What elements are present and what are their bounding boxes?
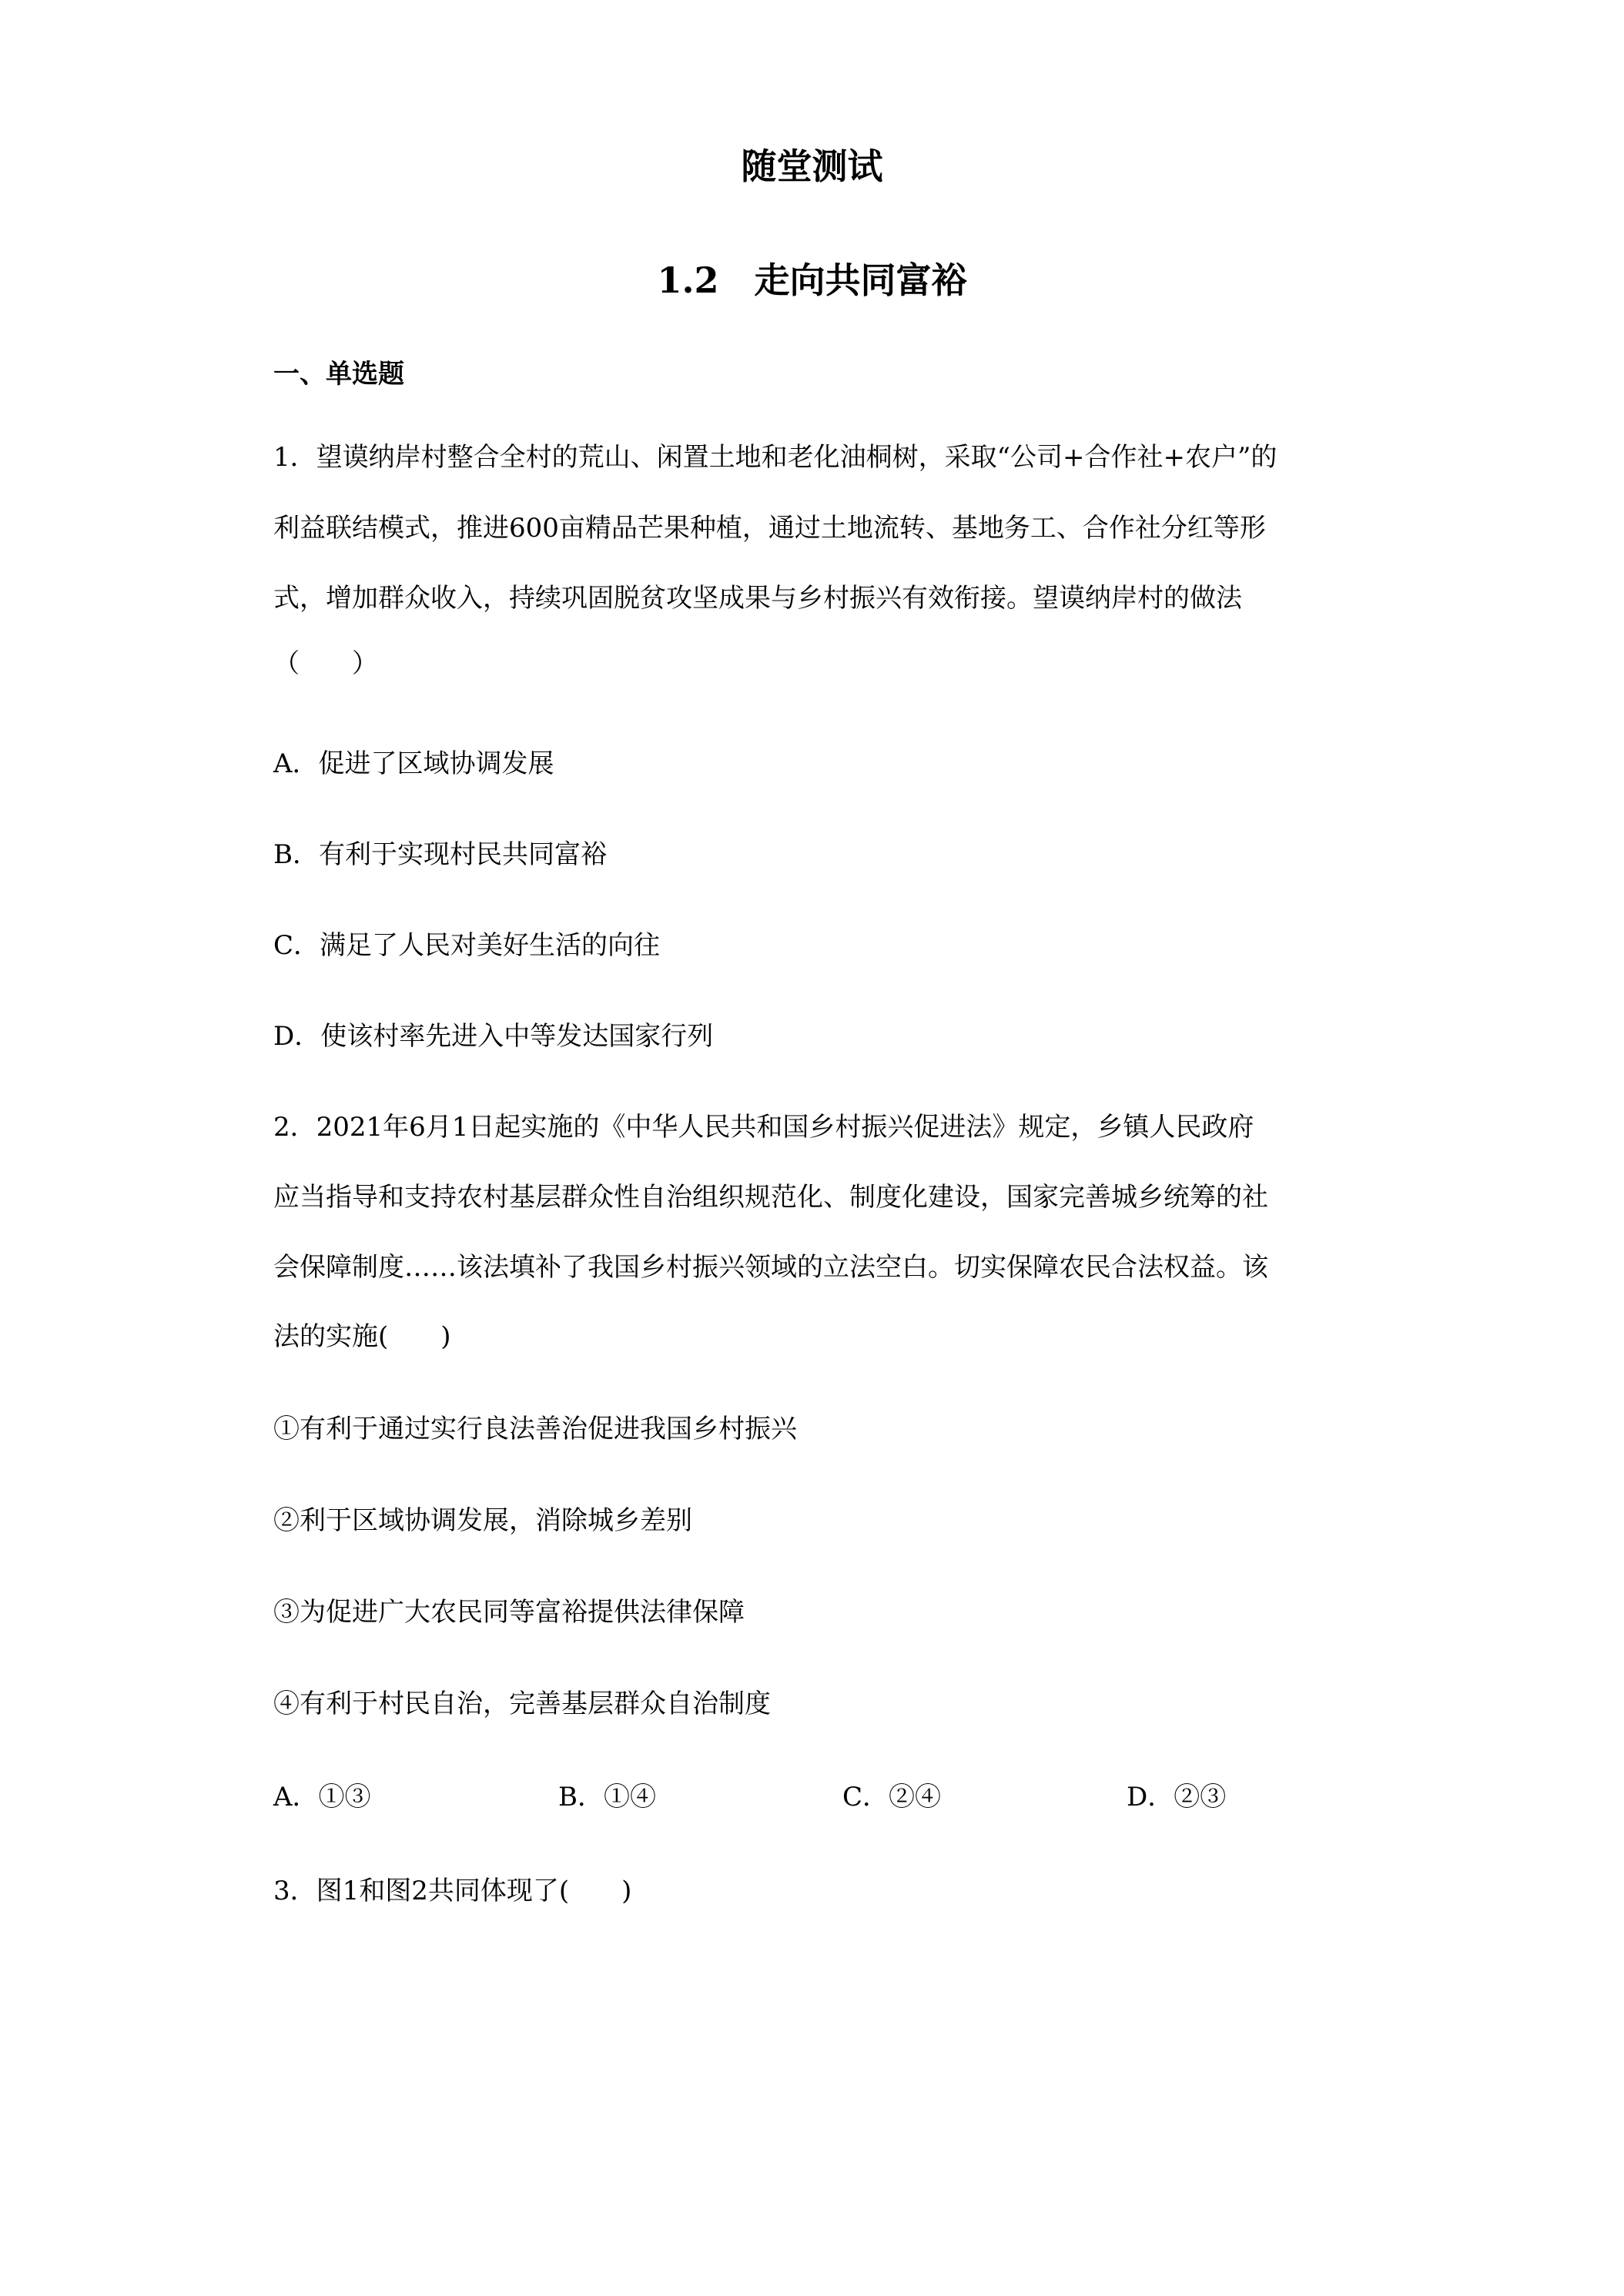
question-1-option-c: C．满足了人民对美好生活的向往 bbox=[273, 930, 661, 961]
page-title: 随堂测试 bbox=[741, 146, 883, 187]
question-2-line-3: 会保障制度……该法填补了我国乡村振兴领域的立法空白。切实保障农民合法权益。该 bbox=[273, 1252, 1268, 1283]
question-2-statement-2: ②利于区域协调发展，消除城乡差别 bbox=[273, 1505, 692, 1536]
question-2-option-a: A．①③ bbox=[273, 1782, 371, 1812]
question-1-line-3: 式，增加群众收入，持续巩固脱贫攻坚成果与乡村振兴有效衔接。望谟纳岸村的做法 bbox=[273, 583, 1242, 614]
question-2-option-c: C．②④ bbox=[842, 1782, 942, 1812]
question-1-option-d: D．使该村率先进入中等发达国家行列 bbox=[273, 1021, 714, 1052]
question-2-line-2: 应当指导和支持农村基层群众性自治组织规范化、制度化建设，国家完善城乡统筹的社 bbox=[273, 1182, 1268, 1213]
question-1-option-b: B．有利于实现村民共同富裕 bbox=[273, 839, 607, 870]
question-1-line-1: 1．望谟纳岸村整合全村的荒山、闲置土地和老化油桐树，采取“公司+合作社+农户”的 bbox=[273, 442, 1277, 473]
question-3: 3．图1和图2共同体现了( ) bbox=[273, 1876, 632, 1906]
question-1-option-a: A．促进了区域协调发展 bbox=[273, 748, 554, 779]
lesson-subtitle: 1.2 走向共同富裕 bbox=[657, 259, 967, 301]
question-1-line-2: 利益联结模式，推进600亩精品芒果种植，通过土地流转、基地务工、合作社分红等形 bbox=[273, 513, 1266, 544]
question-2-statement-3: ③为促进广大农民同等富裕提供法律保障 bbox=[273, 1597, 745, 1628]
question-1-answer-blank: （ ） bbox=[273, 648, 378, 679]
question-2-line-1: 2．2021年6月1日起实施的《中华人民共和国乡村振兴促进法》规定，乡镇人民政府 bbox=[273, 1112, 1254, 1143]
section-heading: 一、单选题 bbox=[273, 359, 404, 390]
question-2-statement-1: ①有利于通过实行良法善治促进我国乡村振兴 bbox=[273, 1414, 797, 1444]
question-2-option-d: D．②③ bbox=[1127, 1782, 1227, 1812]
question-2-line-4: 法的实施( ) bbox=[273, 1321, 451, 1352]
question-2-option-b: B．①④ bbox=[558, 1782, 656, 1812]
question-2-statement-4: ④有利于村民自治，完善基层群众自治制度 bbox=[273, 1689, 771, 1719]
